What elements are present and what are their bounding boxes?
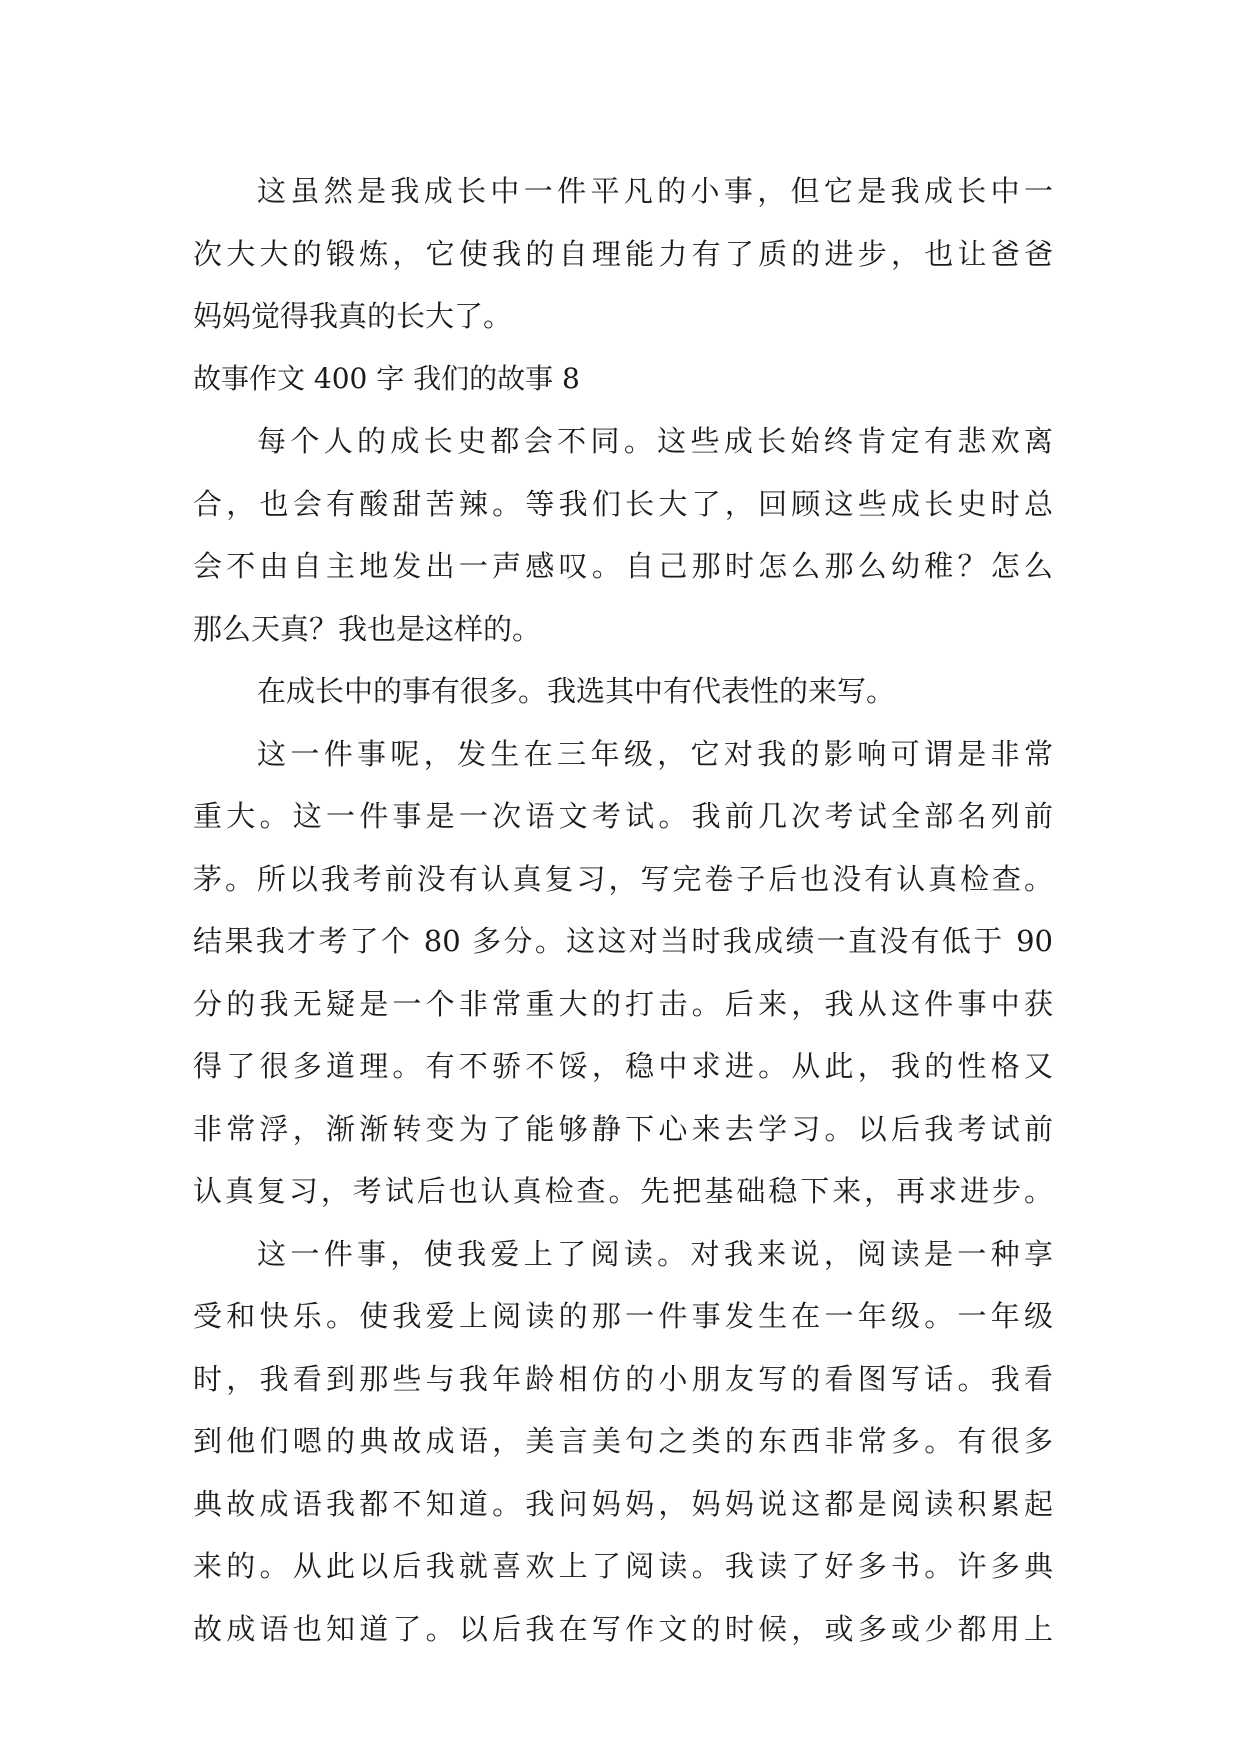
paragraph-line: 这一件事，使我爱上了阅读。对我来说，阅读是一种享 — [257, 1236, 1053, 1271]
paragraph-line: 受和快乐。使我爱上阅读的那一件事发生在一年级。一年级 — [193, 1299, 1053, 1333]
paragraph-line: 故成语也知道了。以后我在写作文的时候，或多或少都用上 — [193, 1611, 1053, 1646]
paragraph-line: 那么天真？我也是这样的。 — [193, 611, 542, 646]
paragraph-line: 会不由自主地发出一声感叹。自己那时怎么那么幼稚？怎么 — [193, 549, 1053, 583]
paragraph-line: 典故成语我都不知道。我问妈妈，妈妈说这都是阅读积累起 — [193, 1486, 1053, 1521]
section-heading: 故事作文 400 字 我们的故事 8 — [193, 361, 580, 395]
paragraph-line: 合，也会有酸甜苦辣。等我们长大了，回顾这些成长史时总 — [193, 486, 1053, 521]
paragraph-line: 妈妈觉得我真的长大了。 — [193, 299, 513, 333]
paragraph-line: 来的。从此以后我就喜欢上了阅读。我读了好多书。许多典 — [193, 1549, 1053, 1583]
paragraph-line: 在成长中的事有很多。我选其中有代表性的来写。 — [257, 674, 896, 708]
paragraph-line: 得了很多道理。有不骄不馁，稳中求进。从此，我的性格又 — [193, 1049, 1053, 1083]
paragraph-line: 时，我看到那些与我年龄相仿的小朋友写的看图写话。我看 — [193, 1361, 1053, 1396]
paragraph-line: 次大大的锻炼，它使我的自理能力有了质的进步，也让爸爸 — [193, 236, 1053, 271]
paragraph-line: 这虽然是我成长中一件平凡的小事，但它是我成长中一 — [257, 174, 1053, 208]
document-body — [193, 160, 1053, 1660]
paragraph-line: 非常浮，渐渐转变为了能够静下心来去学习。以后我考试前 — [193, 1111, 1053, 1146]
paragraph-line: 分的我无疑是一个非常重大的打击。后来，我从这件事中获 — [193, 986, 1053, 1021]
paragraph-line: 茅。所以我考前没有认真复习，写完卷子后也没有认真检查。 — [193, 861, 1053, 896]
paragraph-line: 这一件事呢，发生在三年级，它对我的影响可谓是非常 — [257, 736, 1053, 771]
paragraph-line: 结果我才考了个 80 多分。这这对当时我成绩一直没有低于 90 — [193, 924, 1053, 958]
paragraph-line: 到他们嗯的典故成语，美言美句之类的东西非常多。有很多 — [193, 1424, 1053, 1458]
paragraph-line: 认真复习，考试后也认真检查。先把基础稳下来，再求进步。 — [193, 1174, 1053, 1208]
paragraph-line: 每个人的成长史都会不同。这些成长始终肯定有悲欢离 — [257, 424, 1053, 458]
paragraph-line: 重大。这一件事是一次语文考试。我前几次考试全部名列前 — [193, 799, 1053, 833]
